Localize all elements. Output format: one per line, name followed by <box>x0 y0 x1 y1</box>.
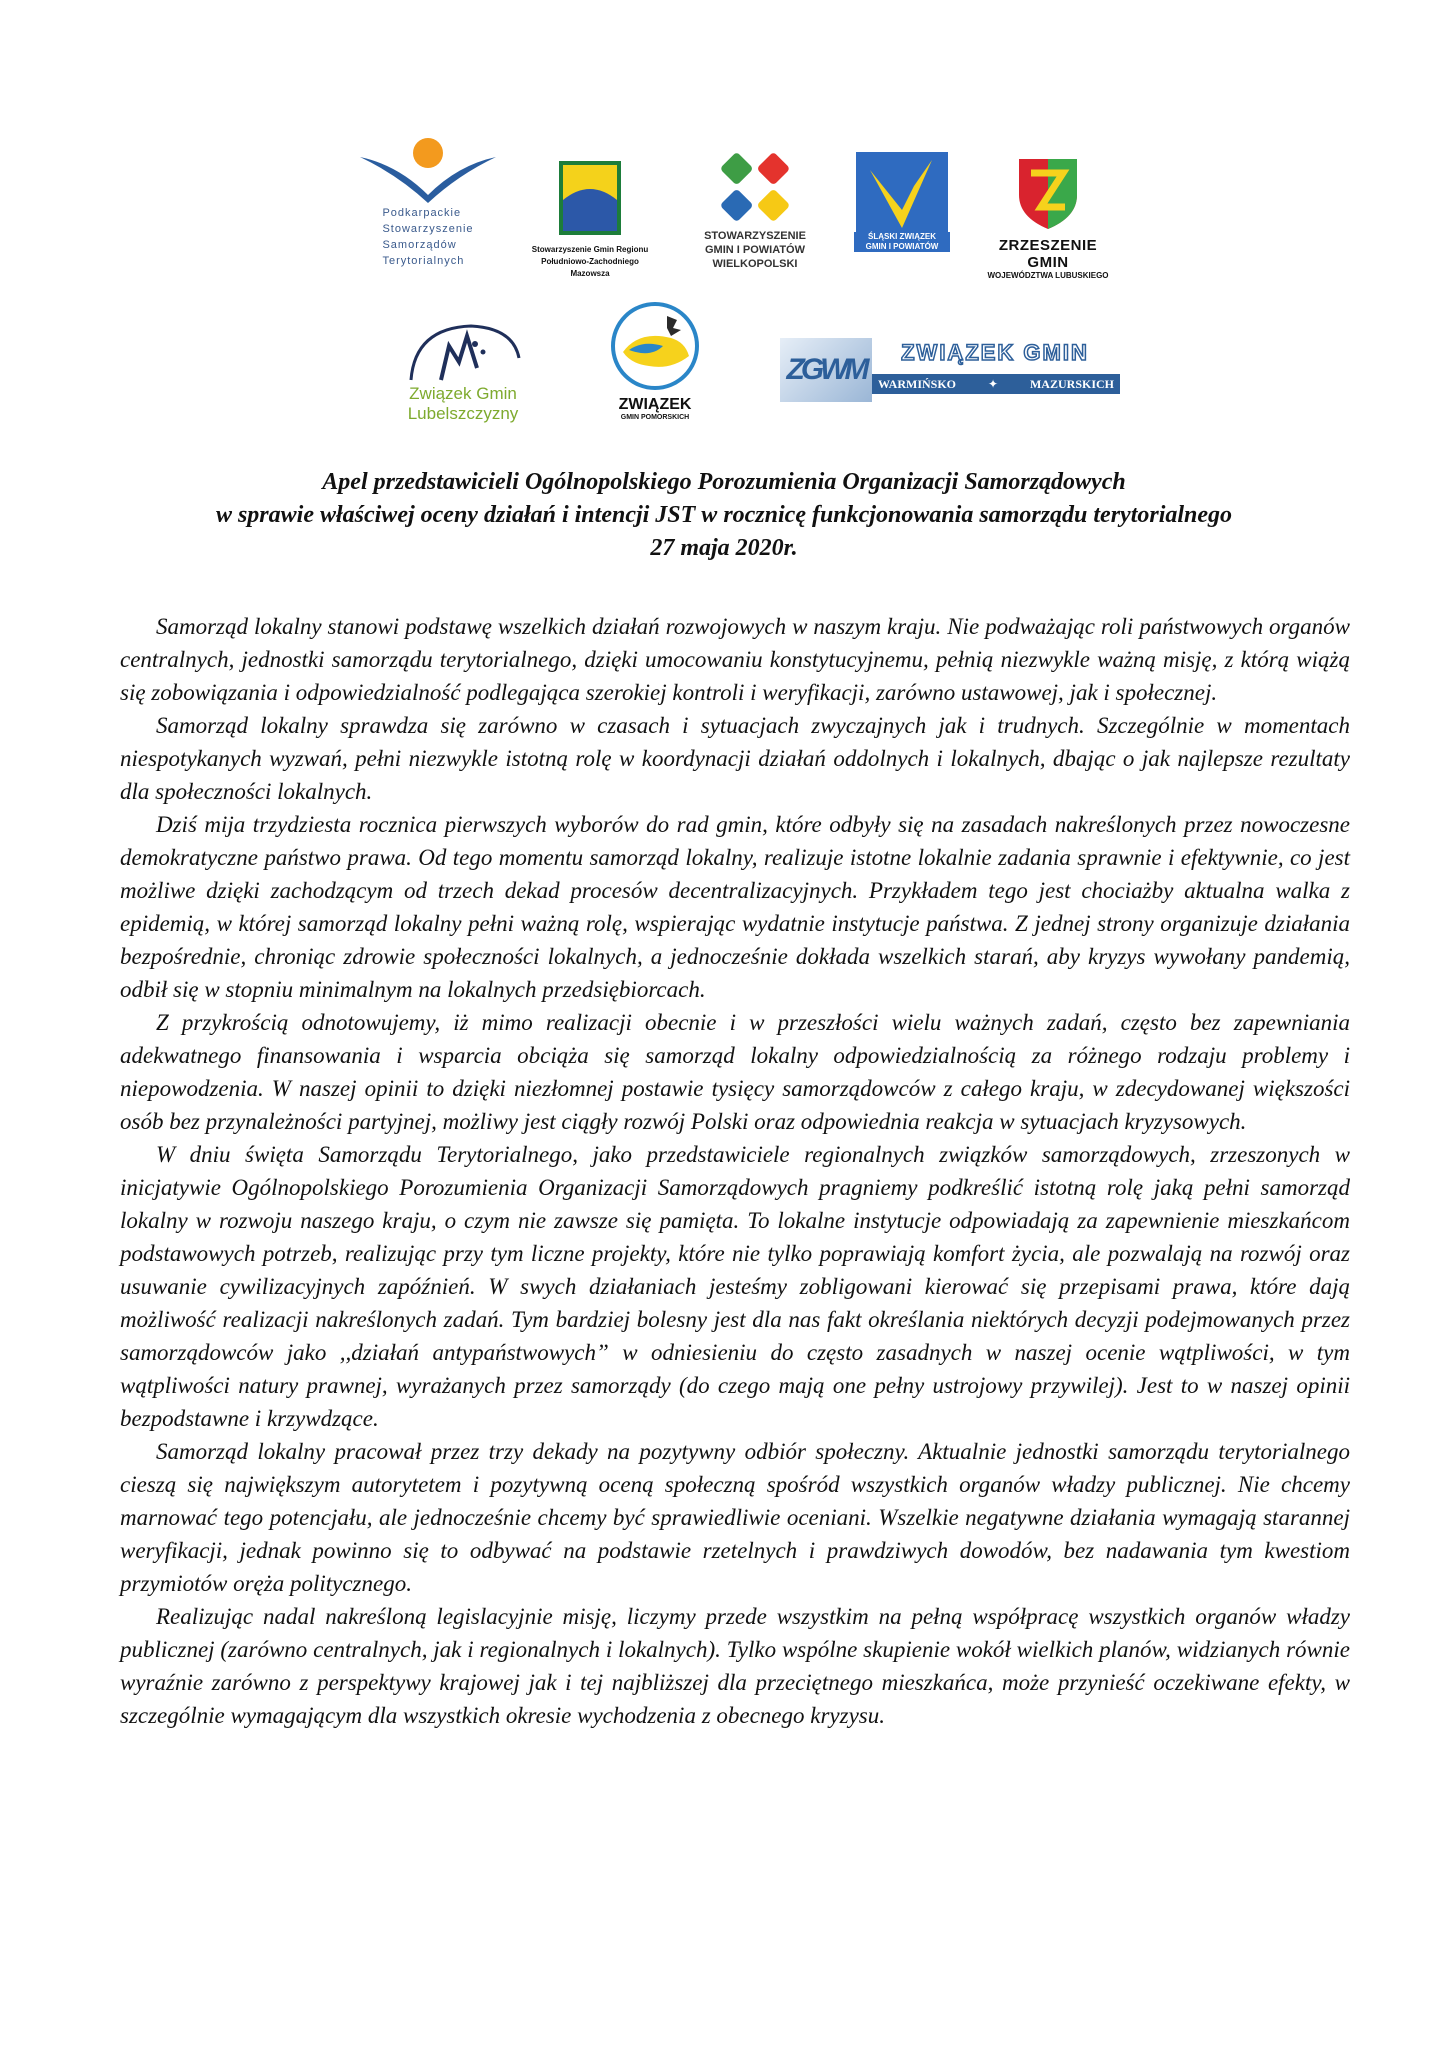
circle-swoosh-icon <box>401 322 525 384</box>
logo-lubuskie <box>978 155 1118 280</box>
paragraph: Samorząd lokalny sprawdza się zarówno w czasach i sytuacjach zwyczajnych jak i trudnych. Szczególnie w momentach niespotykanych wyzwań, pełni niezwykle istotną rolę w koordynacji działań oddolnych i lokalnych, dbając o jak najlepsze rezultaty dla społeczności lokalnych. <box>120 713 1350 804</box>
logo-caption-right: MAZURSKICH <box>1029 376 1114 391</box>
logo-caption: STOWARZYSZENIE GMIN I POWIATÓW WIELKOPOLSKI <box>704 230 806 270</box>
logo-caption-main: ZWIĄZEK <box>618 396 692 413</box>
document-body <box>120 610 1350 1732</box>
paragraph: W dniu święta Samorządu Terytorialnego, jako przedstawiciele regionalnych związków samorządowych, zrzeszonych w inicjatywie Ogólnopolskiego Porozumienia Organizacji Samorządowych pragniemy podkreślić istotną rolę jaką pełni samorząd lokalny w rozwoju naszego kraju, o czym nie zawsze się pamięta. To lokalne instytucje odpowiadają za zapewnienie mieszkańcom podstawowych potrzeb, realizując przy tym liczne projekty, które nie tylko poprawiają komfort życia, ale pozwalają na rozwój oraz usuwanie cywilizacyjnych zapóźnień. W swych działaniach jesteśmy zobligowani kierować się przepisami prawa, które dają możliwość realizacji nakreślonych zadań. Tym bardziej bolesny jest dla nas fakt określania niektórych decyzji podejmowanych przez samorządowców jako ,,działań antypaństwowych” w odniesieniu do często zasadnych w naszej ocenie wątpliwości, w tym wątpliwości natury prawnej, wyrażanych przez samorządy (do czego mają one pełny ustrojowy przywilej). Jest to w naszej opinii bezpodstawne i krzywdzące. <box>120 1142 1350 1431</box>
logo-caption: Stowarzyszenie Gmin Regionu Południowo-Zachodniego Mazowsza <box>531 245 649 278</box>
paragraph: Realizując nadal nakreśloną legislacyjnie misję, liczymy przede wszystkim na pełną współpracę wszystkich organów władzy publicznej (zarówno centralnych, jak i regionalnych i lokalnych). Tylko wspólne skupienie wokół wielkich planów, widzianych równie wyraźnie zarówno z perspektywy krajowej jak i tej najbliższej dla przeciętnego mieszkańca, może przynieść oczekiwane efekty, w szczególnie wymagającym dla wszystkich okresie wychodzenia z obecnego kryzysu. <box>120 1604 1350 1728</box>
logo-slaski <box>852 150 952 252</box>
title-line-3: 27 maja 2020r. <box>650 535 798 561</box>
sun-bird-icon <box>358 135 498 205</box>
logo-caption: ŚLĄSKI ZWIĄZEK GMIN I POWIATÓW <box>854 232 950 252</box>
logo-letters: ZGWM <box>780 338 872 402</box>
logo-caption-sub: GMIN POMORSKICH <box>620 414 690 421</box>
emblem-icon <box>558 160 622 236</box>
logo-caption: Związek Gmin Lubelszczyzny <box>407 384 519 423</box>
logo-warminsko-mazurskie <box>780 338 1120 408</box>
paragraph: Samorząd lokalny stanowi podstawę wszelkich działań rozwojowych w naszym kraju. Nie podważając roli państwowych organów centralnych, jednostki samorządu terytorialnego, dzięki umocowaniu konstytucyjnemu, pełnią niezwykle ważną misję, z którą wiążą się zobowiązania i odpowiedzialność podlegająca szerokiej kontroli i weryfikacji, zarówno ustawowej, jak i społecznej. <box>120 614 1350 705</box>
logo-caption-main: ZWIĄZEK GMIN <box>901 340 1089 365</box>
logo-lubelszczyzna <box>388 322 538 424</box>
paragraph: Dziś mija trzydziesta rocznica pierwszych wyborów do rad gmin, które odbyły się na zasadach nakreślonych przez nowoczesne demokratyczne państwo prawa. Od tego momentu samorząd lokalny, realizuje istotne lokalnie zadania sprawnie i efektywnie, co jest możliwe dzięki zachodzącym od trzech dekad procesów decentralizacyjnych. Przykładem tego jest chociażby aktualna walka z epidemią, w której samorząd lokalny pełni ważną rolę, wspierając wydatnie instytucje państwa. Z jednej strony organizuje działania bezpośrednie, chroniąc zdrowie społeczności lokalnych, a jednocześnie dokłada wszelkich starań, aby kryzys wywołany pandemią, odbił się w stopniu minimalnym na lokalnych przedsiębiorcach. <box>120 812 1350 1002</box>
logo-caption: Podkarpackie Stowarzyszenie Samorządów Terytorialnych <box>382 207 474 267</box>
globe-griffin-icon <box>609 300 701 392</box>
logo-caption-left: WARMIŃSKO <box>878 376 957 391</box>
logo-pomorskie <box>595 300 715 421</box>
paragraph: Z przykrością odnotowujemy, iż mimo realizacji obecnie i w przeszłości wielu ważnych zadań, często bez zapewniania adekwatnego finansowania i wsparcia obciąża się samorząd lokalny odpowiedzialnością za różnego rodzaju problemy i niepowodzenia. W naszej opinii to dzięki niezłomnej postawie tysięcy samorządowców z całego kraju, w zdecydowanej większości osób bez przynależności partyjnej, możliwy jest ciągły rozwój Polski oraz odpowiednia reakcja w sytuacjach kryzysowych. <box>120 1010 1350 1134</box>
logo-podkarpackie <box>358 135 498 269</box>
logo-mazowsze <box>520 160 660 280</box>
handshake-icon: ✦ <box>987 376 999 391</box>
logo-caption-sub: WOJEWÓDZTWA LUBUSKIEGO <box>987 271 1109 280</box>
paragraph: Samorząd lokalny pracował przez trzy dekady na pozytywny odbiór społeczny. Aktualnie jednostki samorządu terytorialnego cieszą się największym autorytetem i pozytywną oceną społeczną spośród wszystkich organów władzy publicznej. Nie chcemy marnować tego potencjału, ale jednocześnie chcemy być sprawiedliwie oceniani. Wszelkie negatywne działania wymagają starannej weryfikacji, jednak powinno się to odbywać na podstawie rzetelnych i prawdziwych dowodów, bez nadawania tym kwestiom przymiotów oręża politycznego. <box>120 1439 1350 1596</box>
logo-caption-main: ZRZESZENIE GMIN <box>998 237 1098 271</box>
logo-header <box>0 0 1448 440</box>
document-title <box>120 466 1328 565</box>
puzzle-cross-icon <box>713 145 797 229</box>
shield-z-icon <box>1015 155 1081 231</box>
logo-caption-bar <box>872 374 1120 394</box>
logo-wielkopolska <box>680 145 830 271</box>
title-line-2: w sprawie właściwej oceny działań i intencji JST w rocznicę funkcjonowania samorządu terytorialnego <box>215 502 1233 528</box>
title-line-1: Apel przedstawicieli Ogólnopolskiego Porozumienia Organizacji Samorządowych <box>322 469 1126 495</box>
